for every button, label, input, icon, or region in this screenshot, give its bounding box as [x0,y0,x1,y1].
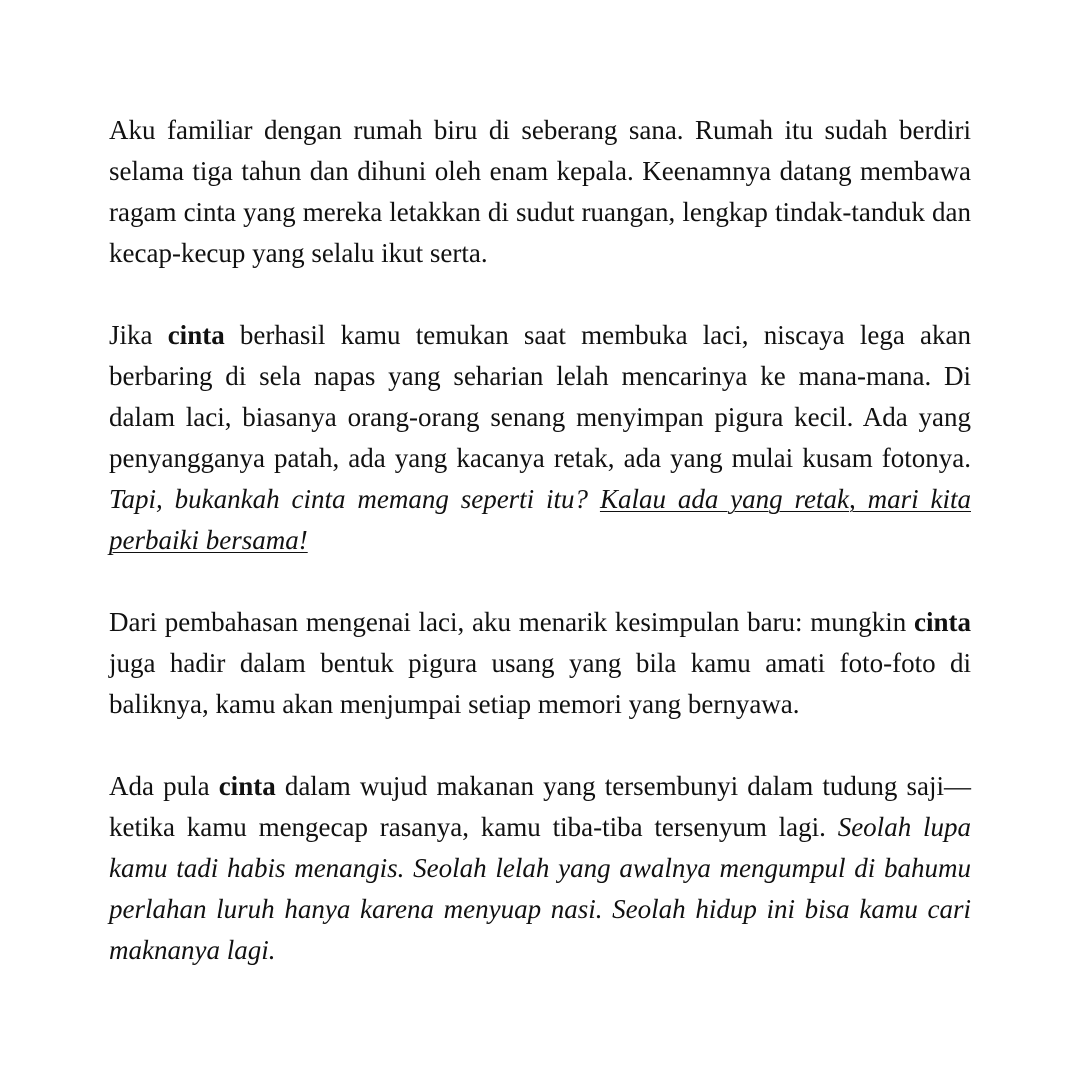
document-body [109,110,971,971]
paragraph-text: juga hadir dalam bentuk pigura usang yang bila kamu amati foto-foto di baliknya, kamu akan menjumpai setiap memori yang bernyawa. [109,648,971,719]
paragraph-text: dalam wujud makanan yang tersembunyi dalam tudung saji—ketika kamu mengecap rasanya, kamu tiba-tiba tersenyum lagi. [109,771,971,842]
paragraph-text: berhasil kamu temukan saat membuka laci, niscaya lega akan berbaring di sela napas yang seharian lelah mencarinya ke mana-mana. Di dalam laci, biasanya orang-orang senang menyimpan pigura kecil. Ada yang penyangganya patah, ada yang kacanya retak, ada yang mulai kusam fotonya. [109,320,971,473]
paragraph-text: Ada pula [109,771,219,801]
paragraph-rumah-biru [109,110,971,274]
italic-text: Seolah lupa kamu tadi habis menangis. Seolah lelah yang awalnya mengumpul di bahumu perlahan luruh hanya karena menyuap nasi. Seolah hidup ini bisa kamu cari maknanya lagi. [109,812,971,965]
bold-word-cinta: cinta [218,771,276,801]
paragraph-text: Aku familiar dengan rumah biru di seberang sana. Rumah itu sudah berdiri selama tiga tahun dan dihuni oleh enam kepala. Keenamnya datang membawa ragam cinta yang mereka letakkan di sudut ruangan, lengkap tindak-tanduk dan kecap-kecup yang selalu ikut serta. [109,115,971,268]
bold-word-cinta: cinta [914,607,971,637]
paragraph-laci [109,315,971,561]
bold-word-cinta: cinta [167,320,225,350]
italic-text: Tapi, bukankah cinta memang seperti itu? [109,484,600,514]
paragraph-text: Jika [109,320,168,350]
paragraph-makanan [109,766,971,971]
italic-underlined-text: Kalau ada yang retak, mari kita perbaiki bersama! [109,484,971,555]
paragraph-text: Dari pembahasan mengenai laci, aku menarik kesimpulan baru: mungkin [109,607,914,637]
paragraph-pigura [109,602,971,725]
